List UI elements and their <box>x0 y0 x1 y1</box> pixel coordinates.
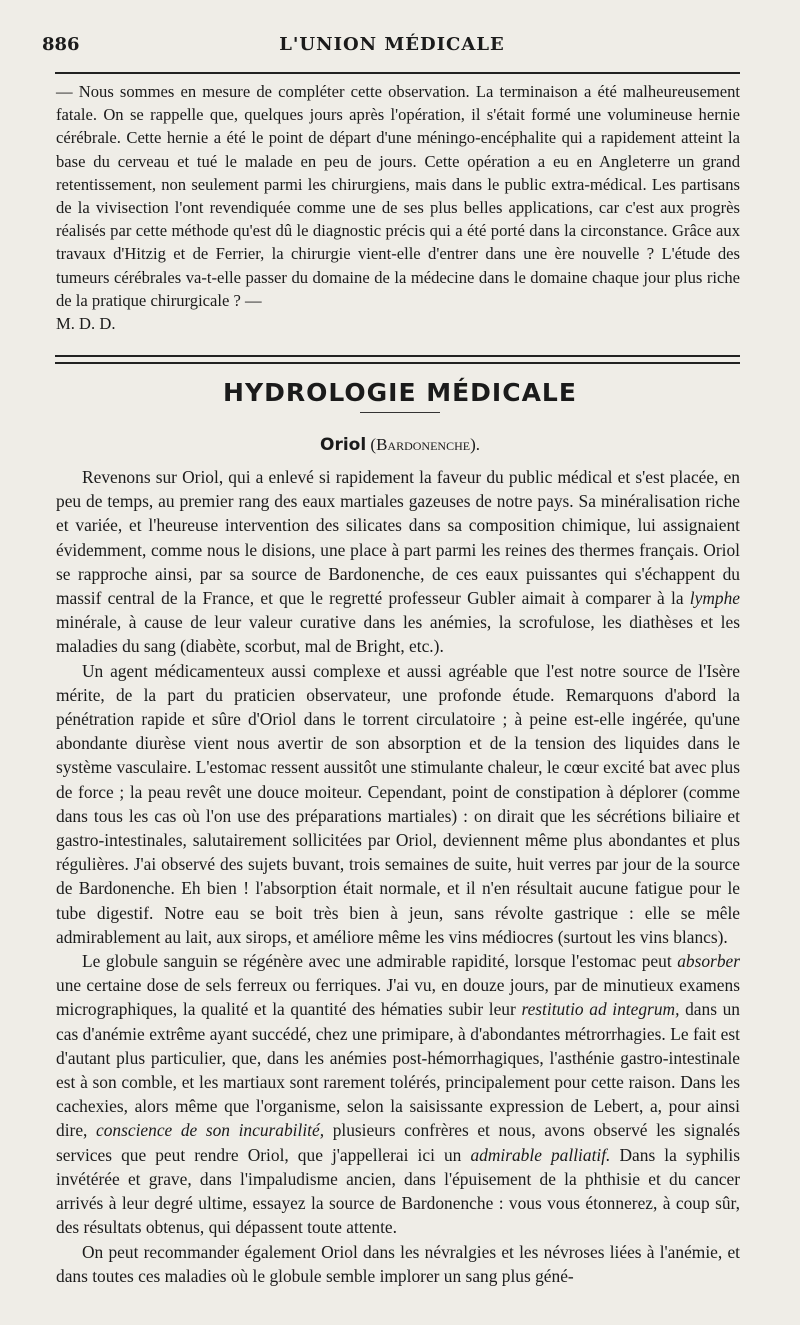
section-title-rule <box>360 412 440 413</box>
section-divider <box>55 355 740 364</box>
running-title: L'UNION MÉDICALE <box>279 34 505 55</box>
article-subtitle <box>0 435 800 455</box>
paragraph-4: On peut recommander également Oriol dans les névralgies et les névroses liées à l'anémie, et dans toutes ces maladies où le globule semble implorer un sang plus géné- <box>56 1241 740 1286</box>
page-header <box>42 34 742 58</box>
note-paragraph: — Nous sommes en mesure de compléter cette observation. La terminaison a été malheureusement fatale. On se rappelle que, quelques jours après l'opération, il s'était formé une volumineuse hernie cérébrale. Cette hernie a été le point de départ d'une méningo-encéphalite qui a rapidement atteint la base du cerveau et tué le malade en peu de jours. Cette opération a eu en Angleterre un grand retentissement, non seulement parmi les chirurgiens, mais dans le public extra-médical. Les partisans de la vivisection l'ont revendiquée comme une de ses plus belles applications, car c'est aux progrès réalisés par cette méthode qu'est dû le diagnostic précis qui a été porté dans la circonstance. Grâce aux travaux d'Hitzig et de Ferrier, la chirurgie vient-elle d'entrer dans une ère nouvelle ? L'étude des tumeurs cérébrales va-t-elle passer du domaine de la médecine dans le domaine chaque jour plus riche de la pratique chirurgicale ? — <box>56 82 740 310</box>
subtitle-place: Oriol <box>320 435 367 455</box>
subtitle-source: (Bardonenche). <box>370 435 480 454</box>
paragraph-3: Le globule sanguin se régénère avec une admirable rapidité, lorsque l'estomac peut absorber une certaine dose de sels ferreux ou ferriques. J'ai vu, en douze jours, par de minutieux examens micrographiques, la qualité et la quantité des hématies subir leur restitutio ad integrum, dans un cas d'anémie extrême ayant succédé, chez une primipare, à d'abondantes métrorrhagies. Le fait est d'autant plus particulier, que, dans les anémies post-hémorrhagiques, l'asthénie gastro-intestinale est à son comble, et les martiaux sont rarement tolérés, principalement pour cette raison. Dans les cachexies, alors même que l'organisme, selon la saisissante expression de Lebert, a, pour ainsi dire, conscience de son incurabilité, plusieurs confrères et nous, avons observé les signalés services que peut rendre Oriol, que j'appellerai ici un admirable palliatif. Dans la syphilis invétérée et grave, dans l'impaludisme ancien, dans l'épuisement de la phthisie et du cancer arrivés à leur degré ultime, essayez la source de Bardonenche : vous vous étonnerez, à coup sûr, des résultats obtenus, qui dépassent toute attente. <box>56 951 741 1238</box>
editor-note <box>56 80 740 335</box>
note-signature: M. D. D. <box>56 314 116 334</box>
section-title: HYDROLOGIE MÉDICALE <box>223 378 577 407</box>
article-body <box>56 465 740 1288</box>
paragraph-2: Un agent médicamenteux aussi complexe et aussi agréable que l'est notre source de l'Isère mérite, de la part du praticien observateur, une profonde étude. Remarquons d'abord la pénétration rapide et sûre d'Oriol dans le torrent circulatoire ; à peine est-elle ingérée, qu'une abondante diurèse vient nous avertir de son absorption et de la tension des liquides dans le système vasculaire. L'estomac ressent aussitôt une stimulante chaleur, le cœur excité bat avec plus de force ; la peau revêt une douce moiteur. Cependant, point de constipation à déplorer (comme dans tous les cas où l'on use des préparations martiales) : on dirait que les sécrétions biliaire et gastro-intestinales, salutairement sollicitées par Oriol, deviennent même plus abondantes et plus régulières. J'ai observé des sujets buvant, trois semaines de suite, huit verres par jour de la source de Bardonenche. Eh bien ! l'absorption était normale, et il n'en résultait aucune fatigue pour le tube digestif. Notre eau se boit très bien à jeun, sans révolte gastrique : elle se mêle admirablement au lait, aux sirops, et améliore même les vins médiocres (surtout les vins blancs). <box>56 660 740 947</box>
paragraph-1: Revenons sur Oriol, qui a enlevé si rapidement la faveur du public médical et s'est placée, en peu de temps, au premier rang des eaux martiales gazeuses de notre pays. Sa minéralisation riche et variée, et l'heureuse intervention des silicates dans sa composition chimique, lui assignaient évidemment, comme nous le disions, une place à part parmi les reines des thermes français. Oriol se rapproche ainsi, par sa source de Bardonenche, de ces eaux puissantes qui s'échappent du massif central de la France, et que le regretté professeur Gubler aimait à comparer à la lymphe minérale, à cause de leur valeur curative dans les anémies, la scrofulose, les diathèses et les maladies du sang (diabète, scorbut, mal de Bright, etc.). <box>56 467 740 657</box>
header-rule <box>55 72 740 74</box>
page-number: 886 <box>42 34 80 55</box>
